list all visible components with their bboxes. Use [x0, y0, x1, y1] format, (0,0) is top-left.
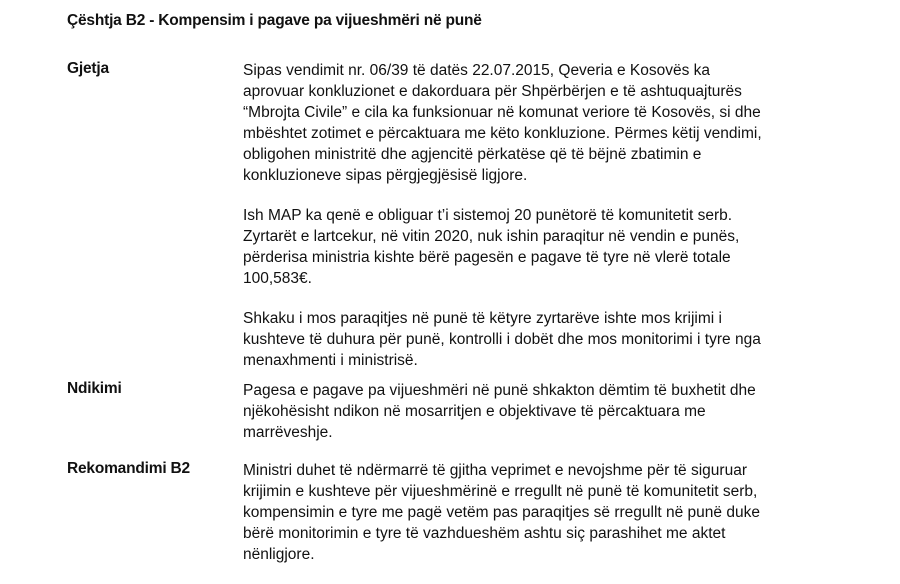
- text-line: bërë monitorimin e tyre të vazhdueshëm ashtu siç parashihet me aktet: [243, 525, 726, 542]
- text-line: “Mbrojta Civile” e cila ka funksionuar në komunat veriore të Kosovës, si dhe: [243, 104, 761, 121]
- finding-paragraph-3: [243, 308, 863, 371]
- text-line: përderisa ministria kishte bërë pagesën e pagave të tyre në vlerë totale: [243, 249, 731, 266]
- finding-body: [243, 60, 863, 390]
- text-line: kushteve të duhura për punë, kontrolli i dobët dhe mos monitorimi i tyre nga: [243, 331, 761, 348]
- text-line: aprovuar konkluzionet e dakorduara për Shpërbërjen e të ashtuquajturës: [243, 83, 742, 100]
- text-line: 100,583€.: [243, 270, 312, 287]
- issue-title: Çështja B2 - Kompensim i pagave pa vijueshmëri në punë: [67, 12, 482, 29]
- finding-paragraph-1: [243, 60, 863, 186]
- recommendation-paragraph: [243, 460, 863, 565]
- recommendation-body: [243, 460, 863, 584]
- text-line: Zyrtarët e lartcekur, në vitin 2020, nuk ishin paraqitur në vendin e punës,: [243, 228, 740, 245]
- text-line: obligohen ministritë dhe agjencitë përkatëse që të bëjnë zbatimin e: [243, 146, 702, 163]
- text-line: Pagesa e pagave pa vijueshmëri në punë shkakton dëmtim të buxhetit dhe: [243, 382, 756, 399]
- impact-body: [243, 380, 863, 462]
- text-line: kompensimin e tyre me pagë vetëm pas paraqitjes së rregullt në punë duke: [243, 504, 760, 521]
- text-line: marrëveshje.: [243, 424, 333, 441]
- impact-paragraph: [243, 380, 863, 443]
- text-line: menaxhmenti i ministrisë.: [243, 352, 418, 369]
- finding-paragraph-2: [243, 205, 863, 289]
- text-line: Ish MAP ka qenë e obliguar t’i sistemoj 20 punëtorë të komunitetit serb.: [243, 207, 733, 224]
- recommendation-label: Rekomandimi B2: [67, 460, 190, 477]
- text-line: konkluzioneve sipas përgjegjësisë ligjore.: [243, 167, 528, 184]
- text-line: krijimin e kushteve për vijueshmërinë e rregullt në punë të komunitetit serb,: [243, 483, 758, 500]
- text-line: Sipas vendimit nr. 06/39 të datës 22.07.2015, Qeveria e Kosovës ka: [243, 62, 711, 79]
- text-line: njëkohësisht ndikon në mosarritjen e objektivave të përcaktuara me: [243, 403, 706, 420]
- text-line: mbështet zotimet e përcaktuara me këto konkluzione. Përmes këtij vendimi,: [243, 125, 762, 142]
- text-line: Ministri duhet të ndërmarrë të gjitha veprimet e nevojshme për të siguruar: [243, 462, 747, 479]
- impact-label: Ndikimi: [67, 380, 122, 397]
- finding-label: Gjetja: [67, 60, 109, 77]
- text-line: nënligjore.: [243, 546, 315, 563]
- text-line: Shkaku i mos paraqitjes në punë të këtyre zyrtarëve ishte mos krijimi i: [243, 310, 722, 327]
